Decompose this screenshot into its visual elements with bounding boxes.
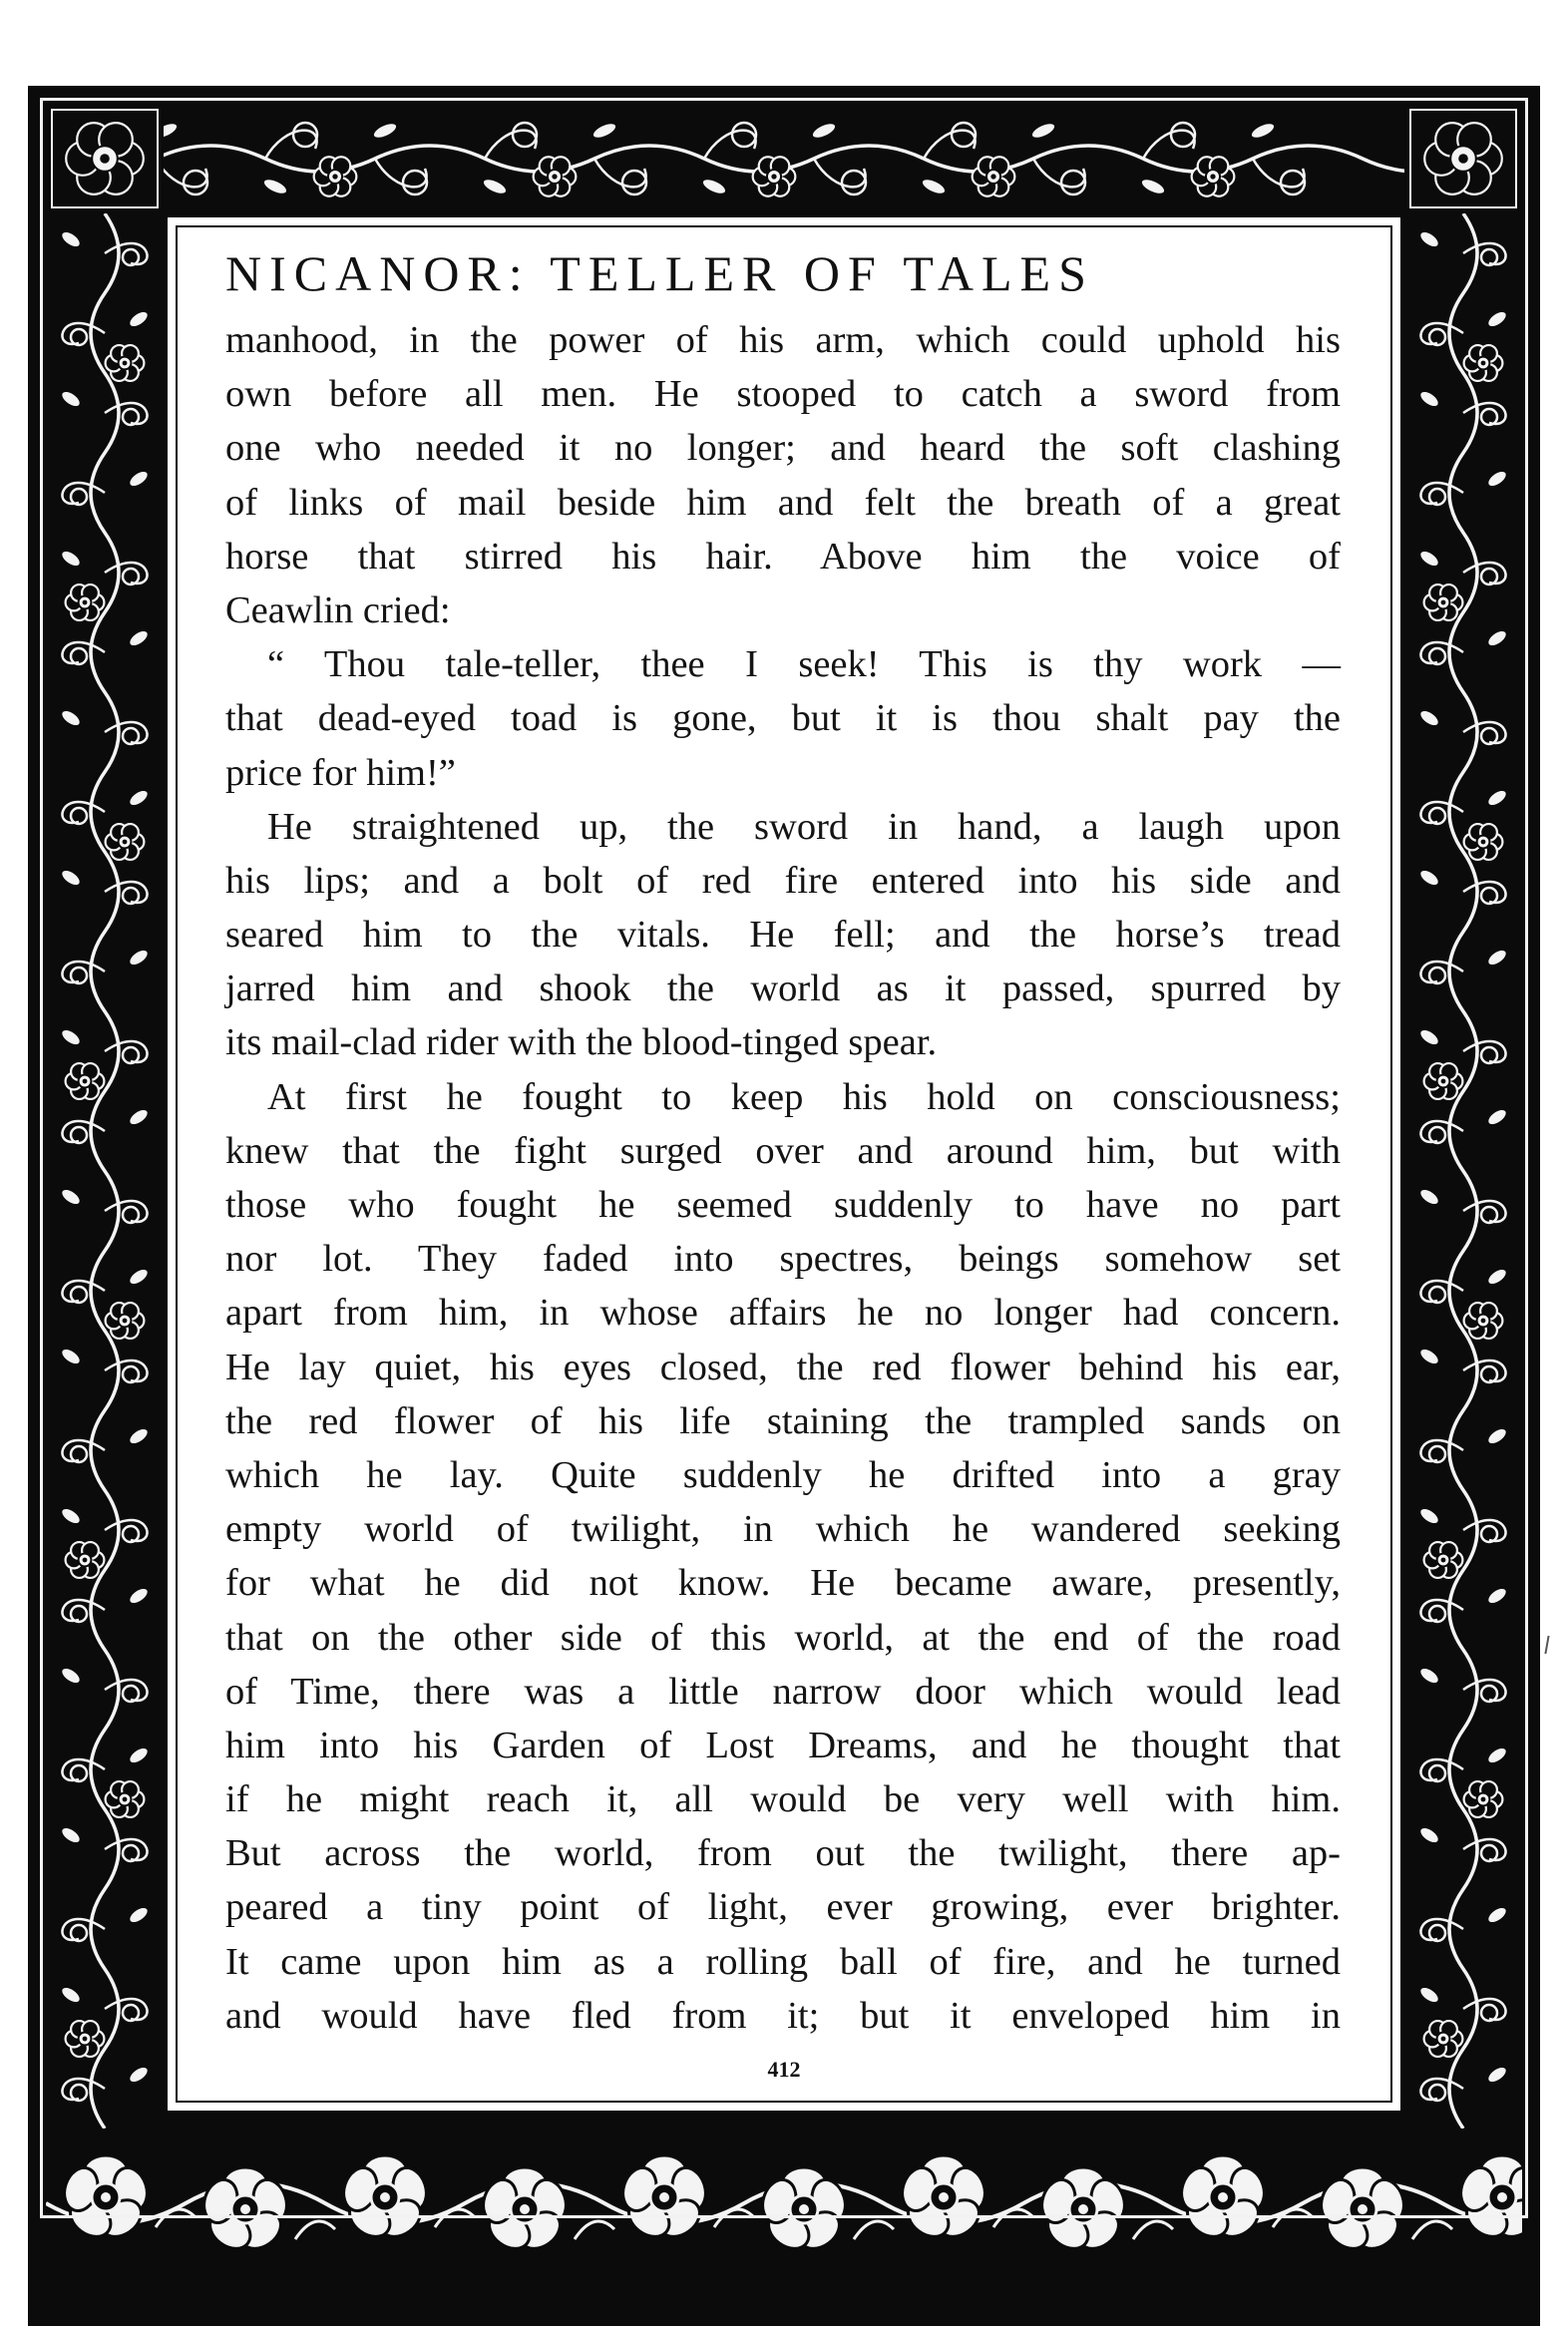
margin-mark (1544, 1636, 1555, 1654)
rosette-icon (106, 1781, 145, 1817)
text-line: horse that stirred his hair. Above him the voice of (225, 535, 1341, 578)
rosette-icon (973, 157, 1015, 195)
text-line: seared him to the vitals. He fell; and the horse’s tread (225, 914, 1341, 957)
body-text (225, 313, 1341, 2043)
rosette-icon (1424, 123, 1502, 194)
text-line: and would have fled from it; but it enveloped him in (225, 1994, 1341, 2037)
text-line: its mail-clad rider with the blood-tinged spear. (225, 1021, 938, 1064)
rosette-icon (66, 2021, 105, 2057)
page-number: 412 (767, 2057, 801, 2082)
rosette-icon (1192, 157, 1235, 195)
text-line: price for him!” (225, 751, 456, 794)
rosette-icon (1464, 824, 1503, 860)
rosette-icon (1424, 584, 1463, 620)
rosette-icon (66, 1542, 105, 1578)
rosette-icon (66, 1063, 105, 1099)
rosette-icon (534, 157, 577, 195)
text-line: that dead-eyed toad is gone, but it is thou shalt pay the (225, 697, 1341, 740)
text-line: Ceawlin cried: (225, 588, 451, 631)
corner-rosette-icon (46, 104, 164, 213)
rosette-icon (1464, 1303, 1503, 1339)
text-line: for what he did not know. He became aware, presently, (225, 1562, 1341, 1605)
rosette-icon (1464, 345, 1503, 381)
text-line: It came upon him as a rolling ball of fire, and he turned (225, 1940, 1341, 1983)
text-line: nor lot. They faded into spectres, beings somehow set (225, 1238, 1341, 1281)
rosette-icon (314, 157, 357, 195)
corner-rosette-icon (1404, 104, 1522, 213)
border-right-vine (1404, 213, 1522, 2129)
rosette-icon (753, 157, 796, 195)
text-line: if he might reach it, all would be very well with him. (225, 1778, 1341, 1821)
text-line: He straightened up, the sword in hand, a laugh upon (267, 805, 1341, 848)
text-line: which he lay. Quite suddenly he drifted into a gray (225, 1453, 1341, 1496)
text-line: He lay quiet, his eyes closed, the red flower behind his ear, (225, 1346, 1341, 1388)
rosette-icon (106, 345, 145, 381)
text-line: apart from him, in whose affairs he no longer had concern. (225, 1292, 1341, 1335)
rosette-icon (1424, 1063, 1463, 1099)
rosette-icon (106, 824, 145, 860)
rosette-icon (66, 123, 144, 194)
text-line: “ Thou tale-teller, thee I seek! This is thy work — (267, 643, 1341, 686)
border-left-vine (46, 213, 164, 2129)
rosette-icon (66, 584, 105, 620)
text-line: knew that the fight surged over and around him, but with (225, 1129, 1341, 1172)
text-panel (164, 213, 1404, 2115)
rosette-icon (1424, 1542, 1463, 1578)
text-line: jarred him and shook the world as it passed, spurred by (225, 968, 1341, 1010)
text-line: peared a tiny point of light, ever growing, ever brighter. (225, 1886, 1341, 1929)
text-line: him into his Garden of Lost Dreams, and he thought that (225, 1724, 1341, 1766)
rosette-icon (1424, 2021, 1463, 2057)
text-line: of links of mail beside him and felt the breath of a great (225, 481, 1341, 524)
text-line: But across the world, from out the twilight, there ap- (225, 1832, 1341, 1875)
text-line: manhood, in the power of his arm, which could uphold his (225, 319, 1341, 361)
text-line: that on the other side of this world, at the end of the road (225, 1616, 1341, 1659)
text-line: the red flower of his life staining the trampled sands on (225, 1399, 1341, 1442)
text-line: his lips; and a bolt of red fire entered into his side and (225, 859, 1341, 902)
border-top-vine (46, 104, 1522, 213)
text-line: those who fought he seemed suddenly to have no part (225, 1184, 1341, 1226)
text-line: At first he fought to keep his hold on consciousness; (267, 1075, 1341, 1118)
text-line: empty world of twilight, in which he wandered seeking (225, 1508, 1341, 1551)
rosette-icon (1464, 1781, 1503, 1817)
border-bottom-flowers (46, 2131, 1522, 2276)
text-line: of Time, there was a little narrow door which would lead (225, 1670, 1341, 1713)
rosette-icon (106, 1303, 145, 1339)
running-head: NICANOR: TELLER OF TALES (225, 245, 1094, 301)
text-line: own before all men. He stooped to catch a sword from (225, 373, 1341, 416)
text-line: one who needed it no longer; and heard the soft clashing (225, 427, 1341, 470)
